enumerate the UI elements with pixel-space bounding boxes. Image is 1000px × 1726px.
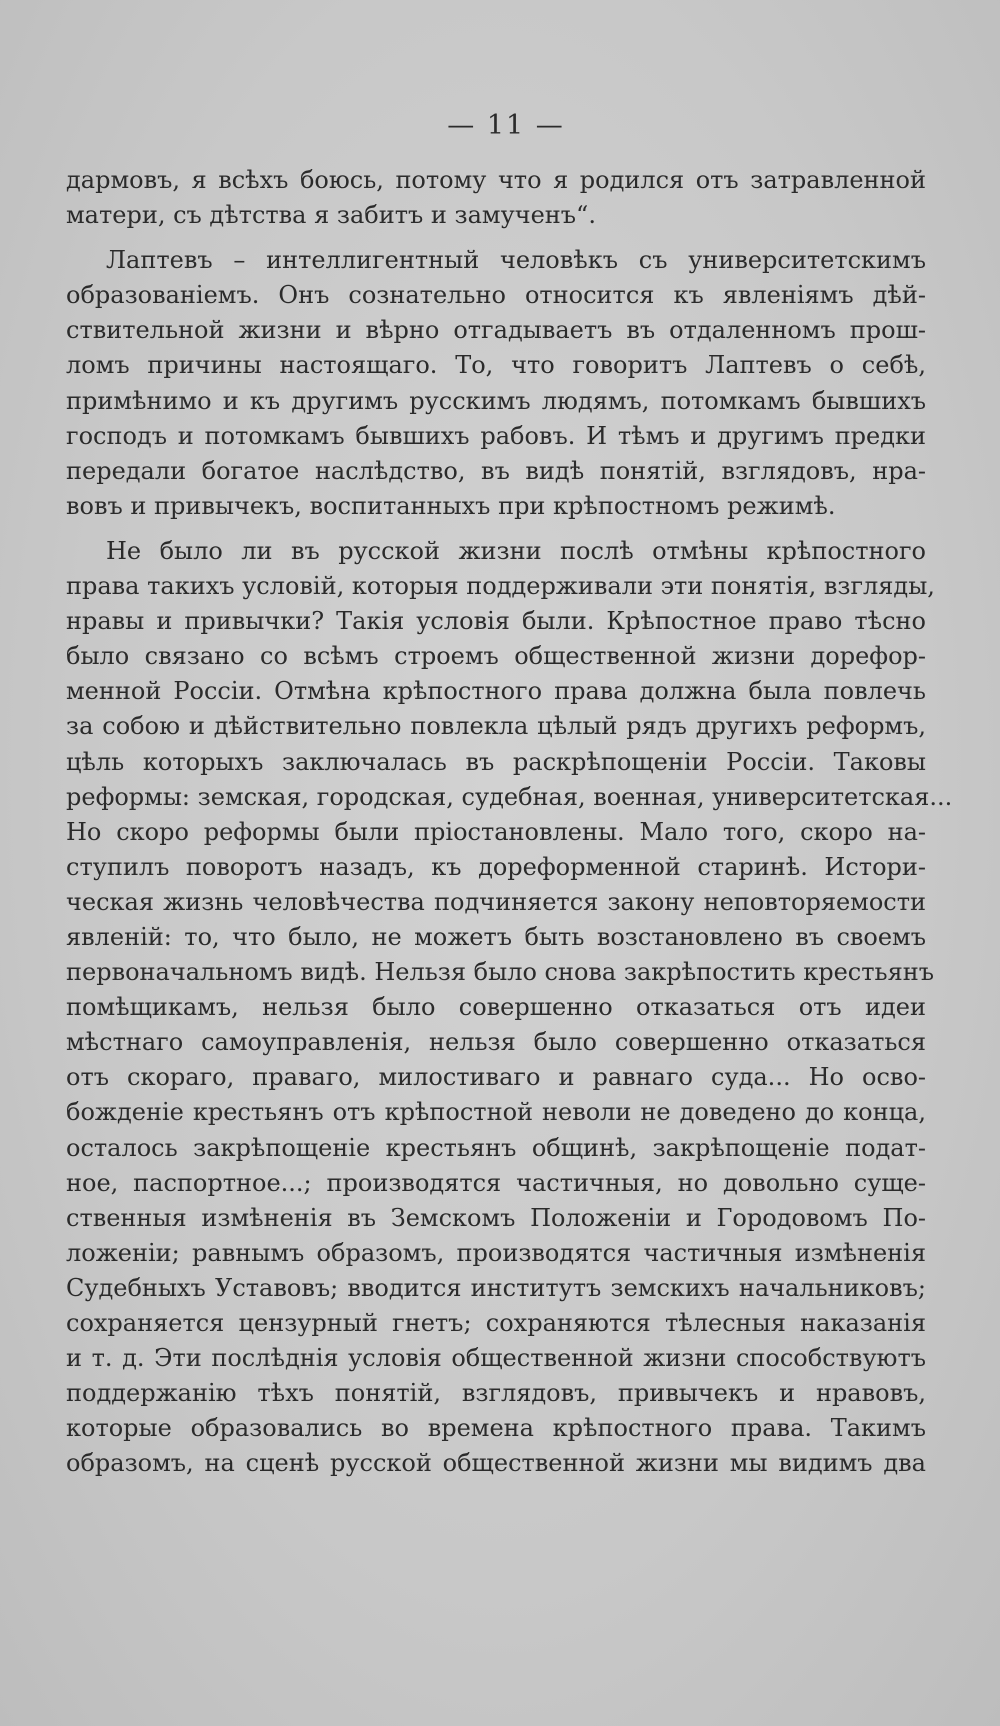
page-number: — 11 — — [447, 110, 565, 141]
text-line: образованіемъ. Онъ сознательно относится къ явленіямъ дѣй- — [66, 281, 926, 310]
text-line: Но скоро реформы были пріостановлены. Мало того, скоро на- — [66, 817, 926, 846]
text-line: примѣнимо и къ другимъ русскимъ людямъ, потомкамъ бывшихъ — [66, 386, 926, 415]
text-line: было связано со всѣмъ строемъ общественной жизни дорефор- — [66, 642, 926, 671]
text-line: менной Россіи. Отмѣна крѣпостного права должна была повлечь — [66, 677, 926, 706]
paragraph-gap — [66, 233, 926, 243]
text-line: которые образовались во времена крѣпостного права. Такимъ — [66, 1414, 926, 1443]
text-line: Не было ли въ русской жизни послѣ отмѣны крѣпостного — [106, 536, 926, 565]
text-line: реформы: земская, городская, судебная, военная, университетская... — [66, 782, 953, 811]
text-line: сохраняется цензурный гнетъ; сохраняются тѣлесныя наказанія — [66, 1309, 926, 1337]
book-page — [66, 110, 953, 1481]
text-line: Лаптевъ – интеллигентный человѣкъ съ университетскимъ — [106, 246, 926, 275]
text-line: ломъ причины настоящаго. То, что говоритъ Лаптевъ о себѣ, — [66, 351, 926, 380]
text-line: права такихъ условій, которыя поддерживали эти понятія, взгляды, — [66, 572, 935, 601]
paragraph — [66, 534, 953, 1482]
text-line: отъ скораго, праваго, милостиваго и равнаго суда... Но осво- — [66, 1063, 926, 1092]
body-text — [66, 163, 953, 1481]
text-line: и т. д. Эти послѣднія условія общественной жизни способствуютъ — [66, 1344, 926, 1373]
text-line: явленій: то, что было, не можетъ быть возстановлено въ своемъ — [66, 922, 926, 951]
text-line: нравы и привычки? Такія условія были. Крѣпостное право тѣсно — [66, 607, 926, 636]
text-line: цѣль которыхъ заключалась въ раскрѣпощеніи Россіи. Таковы — [66, 747, 926, 776]
text-line: передали богатое наслѣдство, въ видѣ понятій, взглядовъ, нра- — [66, 456, 926, 485]
paragraph-gap — [66, 524, 926, 534]
text-line: мѣстнаго самоуправленія, нельзя было совершенно отказаться — [66, 1028, 926, 1057]
text-line: ное, паспортное...; производятся частичныя, но довольно суще- — [66, 1168, 926, 1197]
text-line: господъ и потомкамъ бывшихъ рабовъ. И тѣмъ и другимъ предки — [66, 421, 926, 450]
paragraph — [66, 243, 926, 524]
text-line: первоначальномъ видѣ. Нельзя было снова закрѣпостить крестьянъ — [66, 958, 934, 987]
text-line: дармовъ, я всѣхъ боюсь, потому что я родился отъ затравленной — [66, 166, 926, 194]
paragraph — [66, 163, 926, 233]
text-line: осталось закрѣпощеніе крестьянъ общинѣ, закрѣпощеніе подат- — [66, 1133, 926, 1162]
text-line: ствительной жизни и вѣрно отгадываетъ въ отдаленномъ прош- — [66, 316, 926, 345]
text-line: ложеніи; равнымъ образомъ, производятся частичныя измѣненія — [66, 1238, 926, 1267]
text-line: вовъ и привычекъ, воспитанныхъ при крѣпостномъ режимѣ. — [66, 491, 836, 520]
text-line: ческая жизнь человѣчества подчиняется закону неповторяемости — [66, 887, 926, 916]
text-line: Судебныхъ Уставовъ; вводится институтъ земскихъ начальниковъ; — [66, 1273, 926, 1302]
text-line: поддержанію тѣхъ понятій, взглядовъ, привычекъ и нравовъ, — [66, 1379, 926, 1408]
text-line: божденіе крестьянъ отъ крѣпостной неволи не доведено до конца, — [66, 1098, 926, 1127]
text-line: образомъ, на сценѣ русской общественной жизни мы видимъ два — [66, 1449, 926, 1478]
text-line: ственныя измѣненія въ Земскомъ Положеніи и Городовомъ По- — [66, 1203, 926, 1232]
text-line: матери, съ дѣтства я забитъ и замученъ“. — [66, 201, 596, 230]
text-line: помѣщикамъ, нельзя было совершенно отказаться отъ идеи — [66, 993, 926, 1022]
text-line: ступилъ поворотъ назадъ, къ дореформенной старинѣ. Истори- — [66, 852, 926, 881]
text-line: за собою и дѣйствительно повлекла цѣлый рядъ другихъ реформъ, — [66, 712, 926, 741]
